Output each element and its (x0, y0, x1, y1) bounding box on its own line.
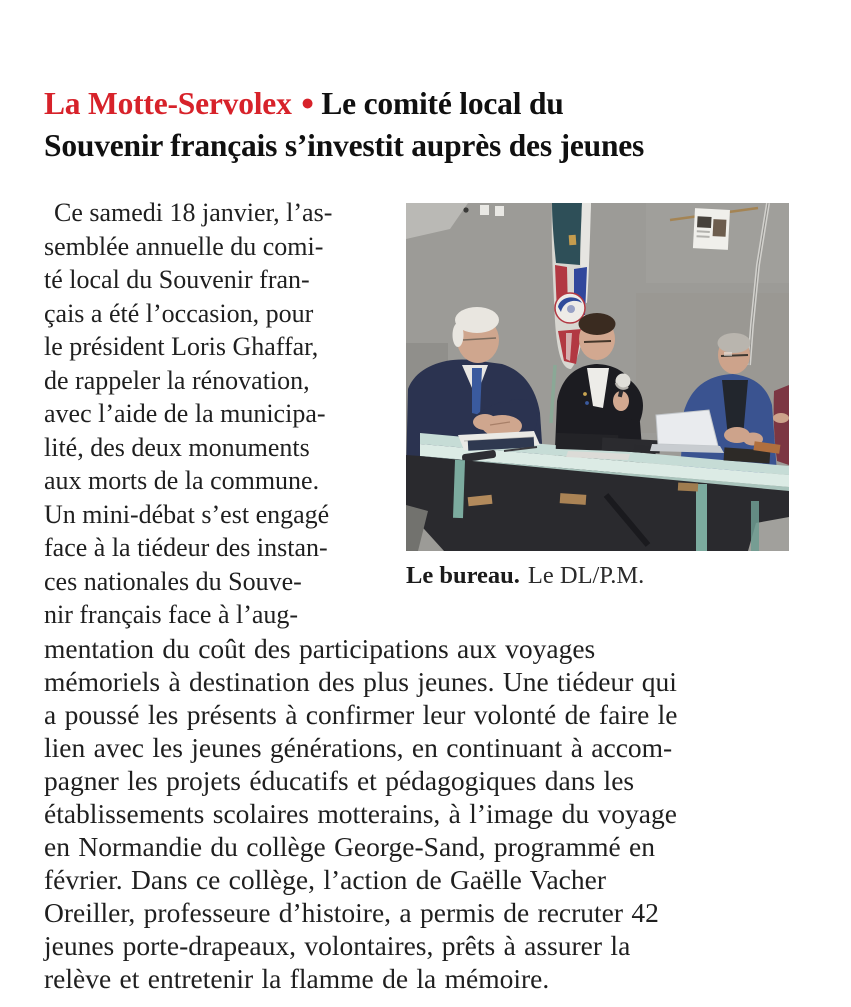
body-text-line: relève et entretenir la flamme de la mémoire. (44, 962, 550, 994)
body-text-line: mémoriels à destination des plus jeunes. Une tiédeur qui (44, 665, 677, 697)
caption-credit: Le DL/P.M. (527, 562, 645, 589)
wall-poster (693, 208, 730, 250)
body-text-line: çais a été l’occasion, pour (44, 298, 314, 328)
caption-title: Le bureau. (406, 562, 520, 589)
body-text-line: Un mini-débat s’est engagé (44, 499, 330, 529)
photo-caption (406, 562, 789, 590)
headline-bullet-icon: ● (300, 90, 315, 115)
body-text-line: face à la tiédeur des instan- (44, 533, 328, 562)
body-text-line: lité, des deux monuments (44, 432, 310, 462)
photo-scene (406, 203, 789, 551)
laptop (656, 410, 718, 446)
body-text-line: lien avec les jeunes générations, en continuant à accom- (44, 731, 673, 763)
body-text-line: le président Loris Ghaffar, (44, 332, 319, 361)
body-text-line: semblée annuelle du comi- (44, 231, 324, 261)
chair-seat (678, 482, 698, 491)
table-leg (453, 460, 465, 518)
body-text-line: nir français face à l’aug- (44, 600, 299, 629)
body-text-line: jeunes porte-drapeaux, volontaires, prêts à assurer la (44, 929, 631, 961)
body-text-line: a poussé les présents à confirmer leur volonté de faire le (44, 698, 678, 730)
table-leg (751, 501, 759, 551)
body-full-width (44, 632, 811, 995)
table-leg (696, 484, 707, 551)
wall-tag (495, 206, 504, 216)
body-text-line: en Normandie du collège George-Sand, programmé en (44, 830, 655, 862)
headline-location: La Motte-Servolex (44, 86, 292, 121)
body-text-line: de rappeler la rénovation, (44, 365, 310, 395)
body-text-line: mentation du coût des participations aux voyages (44, 632, 596, 664)
body-text-line: avec l’aide de la municipa- (44, 399, 326, 428)
body-text-line: établissements scolaires motterains, à l’image du voyage (44, 797, 677, 829)
body-text-line: ces nationales du Souve- (44, 566, 302, 596)
wall-dot (463, 207, 468, 212)
body-column (44, 196, 396, 632)
wall-tag (480, 205, 489, 215)
headline-line2: Souvenir français s’investit auprès des jeunes (44, 128, 645, 163)
body-text-line: té local du Souvenir fran- (44, 265, 310, 294)
body-text-line: Ce samedi 18 janvier, l’as- (54, 198, 333, 227)
story-top-row (44, 196, 811, 632)
body-text-line: février. Dans ce collège, l’action de Gaëlle Vacher (44, 863, 607, 895)
headline (44, 84, 811, 165)
body-text-line: aux morts de la commune. (44, 466, 320, 495)
body-text-line: Oreiller, professeure d’histoire, a permis de recruter 42 (44, 896, 659, 928)
article-photo (406, 203, 789, 551)
headline-line1: Le comité local du (321, 86, 564, 121)
body-text-line: pagner les projets éducatifs et pédagogiques dans les (44, 764, 635, 796)
chair-seat (560, 493, 587, 505)
article-figure (406, 203, 789, 632)
